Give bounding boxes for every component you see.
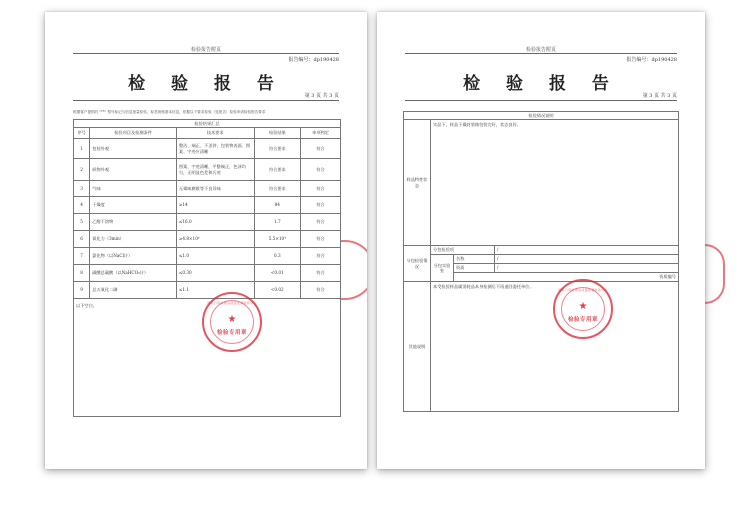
row-req: 整洁、端正、不歪斜，包装物表面、图案、字迹应清晰 xyxy=(176,139,254,159)
table-header-row xyxy=(74,128,341,139)
pack-extra: 资质编号 xyxy=(454,273,679,282)
row-result: 0.3 xyxy=(254,248,301,265)
col-header: 技术要求 xyxy=(176,128,254,139)
row-verdict: 符合 xyxy=(301,197,341,214)
report-page-right xyxy=(377,12,705,469)
row-verdict: 符合 xyxy=(301,231,341,248)
other-text: 本受检验样品属消耗品本身检测后不再退回委托单位。 xyxy=(431,282,679,412)
row-req: ≤1.1 xyxy=(176,282,254,299)
table-row xyxy=(74,265,341,282)
inspection-notes-table xyxy=(403,111,679,412)
seal-ring-text: 国家日用消费品质量监督检验中心 xyxy=(207,301,257,305)
seal-text: 检验专用章 xyxy=(567,317,598,323)
row-no: 7 xyxy=(74,248,90,265)
row-req: ≤0.30 xyxy=(176,265,254,282)
table-row xyxy=(74,214,341,231)
table-row xyxy=(404,282,679,412)
col-header: 检验结果 xyxy=(254,128,301,139)
row-verdict: 符合 xyxy=(301,139,341,159)
table-footer-row xyxy=(74,299,341,417)
sample-text: 实品下，样品干燥封装箱包装完好，状态良好。 xyxy=(431,120,679,246)
page-number: 第 3 页 共 3 页 xyxy=(304,93,339,99)
other-label: 其他说明 xyxy=(404,282,431,412)
report-number: 报告编号：dp190428 xyxy=(288,57,339,63)
col-header: 检验项目及检测条件 xyxy=(90,128,177,139)
table-caption: 检验情况说明 xyxy=(404,112,679,120)
row-item: 氯化物（以NaCl计） xyxy=(90,248,177,265)
sample-label: 样品特性状态 xyxy=(404,120,431,246)
row-req: 无霉味腐败等不良异味 xyxy=(176,181,254,197)
row-req: ≤1.0 xyxy=(176,248,254,265)
table-footer: 以下空白。 xyxy=(74,299,341,417)
seam-seal-half xyxy=(705,244,725,304)
seal-ring-text: 国家日用消费品质量监督检验中心 xyxy=(558,288,608,292)
pack-row-value: / xyxy=(495,255,679,264)
pack-label: 分包检验情况 xyxy=(404,246,431,282)
title-rule xyxy=(405,100,677,101)
row-result: <0.01 xyxy=(254,265,301,282)
pack-sub-label: 分包实验室 xyxy=(431,255,454,282)
page-header-caption: 检验报告附页 xyxy=(525,47,556,53)
pack-row-label: 资质 xyxy=(454,264,495,273)
report-number: 报告编号：dp190428 xyxy=(626,57,677,63)
row-result: 符合要求 xyxy=(254,139,301,159)
row-verdict: 符合 xyxy=(301,181,341,197)
header-rule xyxy=(73,53,339,54)
row-item: 气味 xyxy=(90,181,177,197)
table-row xyxy=(404,120,679,246)
row-verdict: 符合 xyxy=(301,159,341,181)
row-no: 8 xyxy=(74,265,90,282)
row-item: 织物外观 xyxy=(90,159,177,181)
seal-star-icon: ★ xyxy=(227,314,237,325)
table-row xyxy=(74,159,341,181)
table-row xyxy=(74,282,341,299)
row-no: 2 xyxy=(74,159,90,181)
row-result: 1.7 xyxy=(254,214,301,231)
row-verdict: 符合 xyxy=(301,214,341,231)
report-title: 检 验 报 告 xyxy=(463,74,619,94)
row-no: 1 xyxy=(74,139,90,159)
pack-row-value: / xyxy=(495,246,679,255)
seal-star-icon: ★ xyxy=(578,301,588,312)
row-result: <0.02 xyxy=(254,282,301,299)
results-table xyxy=(73,119,341,417)
pack-row-label: 名称 xyxy=(454,255,495,264)
seal-text: 检验专用章 xyxy=(216,330,247,336)
table-row xyxy=(74,248,341,265)
row-verdict: 符合 xyxy=(301,282,341,299)
pack-row-label: 分包检验项 xyxy=(431,246,495,255)
row-no: 6 xyxy=(74,231,90,248)
row-item: 乙醇不溶物 xyxy=(90,214,177,231)
page-header-caption: 检验报告附页 xyxy=(190,47,221,53)
row-item: 总五氧化二磷 xyxy=(90,282,177,299)
pack-row-value: / xyxy=(495,264,679,273)
title-rule xyxy=(73,100,339,101)
row-no: 5 xyxy=(74,214,90,231)
row-result: 5.5×10⁴ xyxy=(254,231,301,248)
row-item: 碳酸总碳酸（以NaHCO₃计） xyxy=(90,265,177,282)
table-row xyxy=(74,139,341,159)
table-row xyxy=(74,231,341,248)
row-req: ≥4.8×10⁴ xyxy=(176,231,254,248)
row-item: 氧化力（3min） xyxy=(90,231,177,248)
table-caption: 检验结果汇总 xyxy=(74,120,341,128)
seam-seal-half xyxy=(341,240,367,300)
col-header: 单项判定 xyxy=(301,128,341,139)
report-note: 根据客户提供的 "**" 型号标记与信息批量检验，标签规格基本信息，依据以下要求检验（见报告）检验申请检验报告要求 xyxy=(73,110,266,114)
row-verdict: 符合 xyxy=(301,248,341,265)
row-result: 符合要求 xyxy=(254,181,301,197)
row-verdict: 符合 xyxy=(301,265,341,282)
row-no: 4 xyxy=(74,197,90,214)
report-title: 检 验 报 告 xyxy=(128,74,284,94)
header-rule xyxy=(405,53,677,54)
row-result: 符合要求 xyxy=(254,159,301,181)
row-item: 包装外观 xyxy=(90,139,177,159)
page-number: 第 3 页 共 3 页 xyxy=(642,93,677,99)
table-row xyxy=(404,255,679,264)
row-item: 干燥度 xyxy=(90,197,177,214)
row-req: ≥14 xyxy=(176,197,254,214)
row-result: 84 xyxy=(254,197,301,214)
table-row xyxy=(74,181,341,197)
col-header: 序号 xyxy=(74,128,90,139)
row-req: 图案、字迹清晰，平整端正，色泽均匀，无明显色差和污迹 xyxy=(176,159,254,181)
row-no: 9 xyxy=(74,282,90,299)
row-req: ≤16.0 xyxy=(176,214,254,231)
report-page-left xyxy=(45,12,367,469)
table-row xyxy=(404,246,679,255)
row-no: 3 xyxy=(74,181,90,197)
table-row xyxy=(74,197,341,214)
